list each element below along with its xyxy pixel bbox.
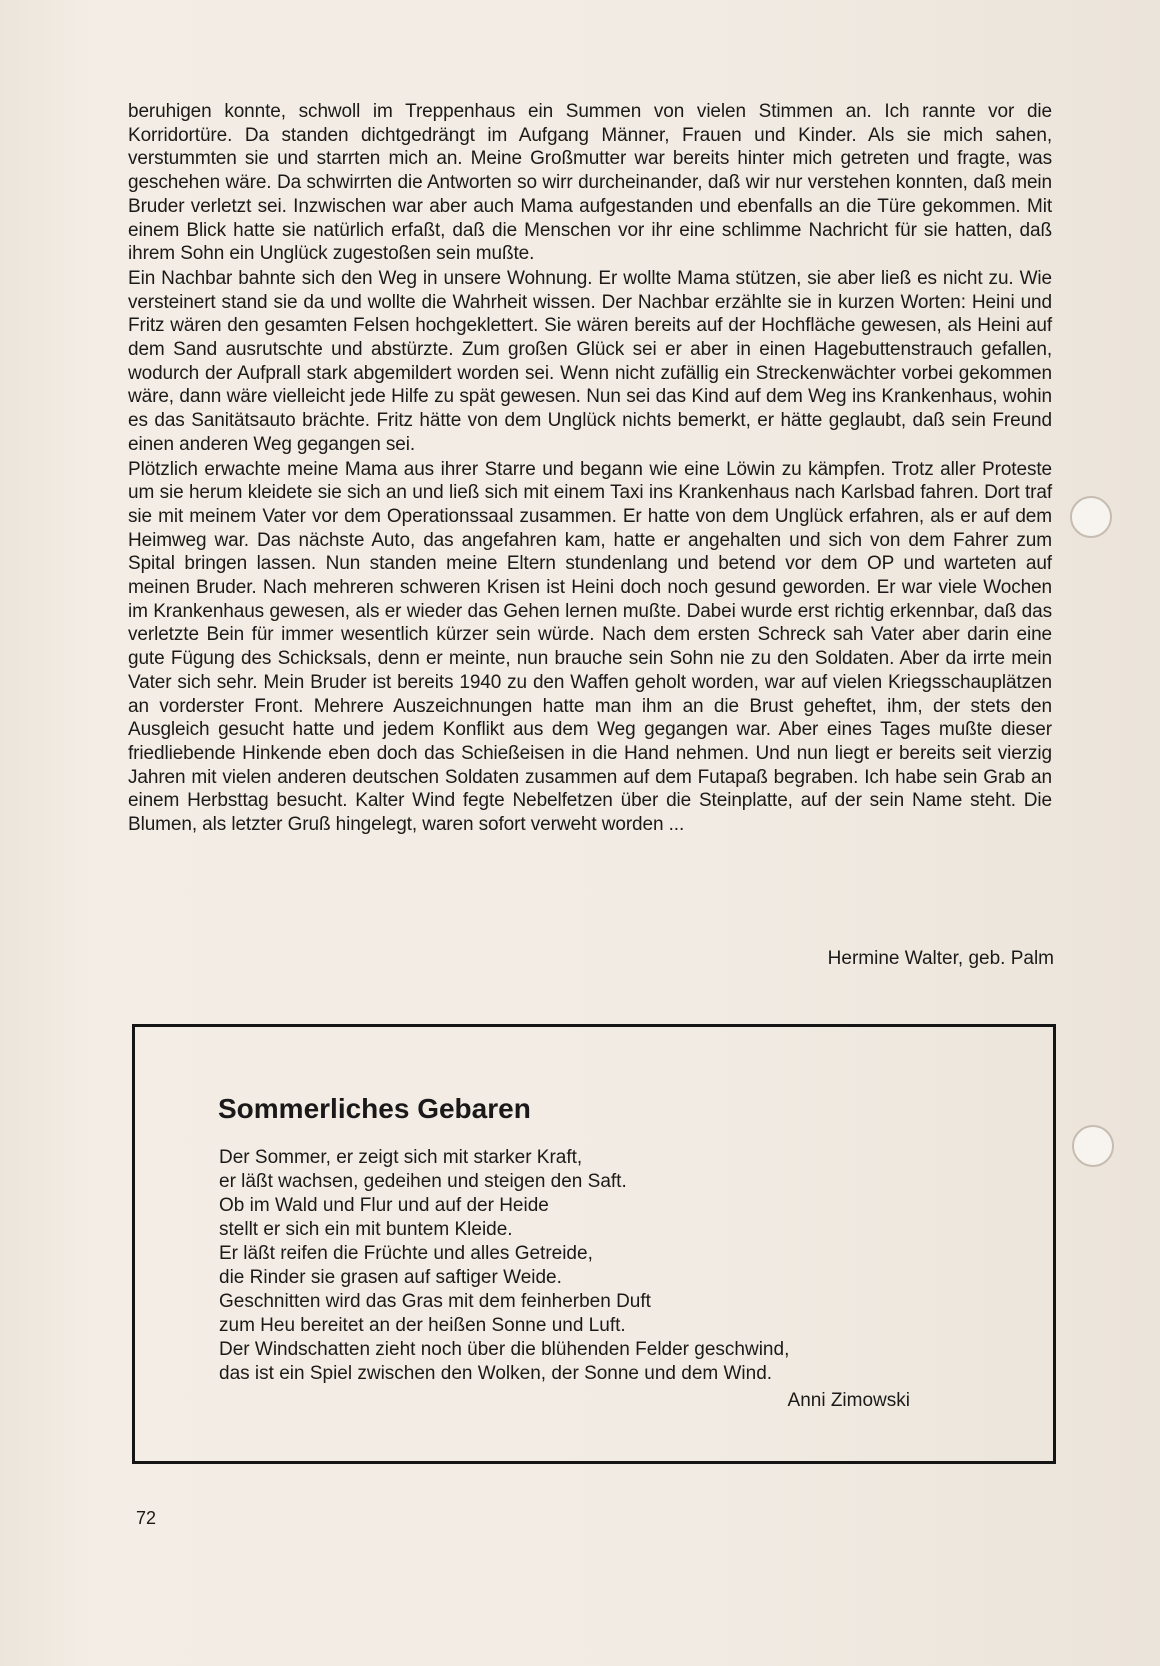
poem-text — [219, 1146, 1019, 1386]
story-author: Hermine Walter, geb. Palm — [827, 948, 1054, 969]
poem-line-4: stellt er sich ein mit buntem Kleide. — [219, 1219, 513, 1240]
poem-line-1: Der Sommer, er zeigt sich mit starker Kraft, — [219, 1147, 583, 1168]
poem-line-8: zum Heu bereitet an der heißen Sonne und Luft. — [219, 1315, 626, 1336]
page-number: 72 — [136, 1508, 157, 1528]
poem-author: Anni Zimowski — [787, 1390, 910, 1411]
poem-line-6: die Rinder sie grasen auf saftiger Weide. — [219, 1267, 562, 1288]
poem-line-3: Ob im Wald und Flur und auf der Heide — [219, 1195, 549, 1216]
punch-hole-top — [1070, 496, 1112, 538]
story-paragraph-3: Plötzlich erwachte meine Mama aus ihrer Starre und begann wie eine Löwin zu kämpfen. Trotz aller Proteste um sie herum kleidete sie sich an und ließ sich mit einem Taxi ins Krankenhaus nach Karlsbad fahren. Dort traf sie mit meinem Vater vor dem Operationssaal zusammen. Er hatte von dem Unglück erfahren, als er auf dem Heimweg war. Das nächste Auto, das angefahren kam, hatte er angehalten und sich von dem Fahrer zum Spital bringen lassen. Nun standen meine Eltern stundenlang und betend vor dem OP und warteten auf meinen Bruder. Nach mehreren schweren Krisen ist Heini doch noch gesund geworden. Er war viele Wochen im Krankenhaus gewesen, als er wieder das Gehen lernen mußte. Dabei wurde erst richtig erkennbar, daß das verletzte Bein für immer wesentlich kürzer sein würde. Nach dem ersten Schreck sah Vater aber darin eine gute Fügung des Schicksals, denn er meinte, nun brauche sein Sohn nie zu den Soldaten. Aber da irrte mein Vater sich sehr. Mein Bruder ist bereits 1940 zu den Waffen geholt worden, war auf vielen Kriegsschauplätzen an vorderster Front. Mehrere Auszeichnungen hatte man ihm an die Brust geheftet, ihm, der stets den Ausgleich gesucht hatte und jedem Konflikt aus dem Weg gegangen war. Aber eines Tages mußte dieser friedliebende Hinkende eben doch das Schießeisen in die Hand nehmen. Und nun liegt er bereits seit vierzig Jahren mit vielen anderen deutschen Soldaten zusammen auf dem Futapaß begraben. Ich habe sein Grab an einem Herbsttag besucht. Kalter Wind fegte Nebelfetzen über die Steinplatte, auf der sein Name steht. Die Blumen, als letzter Gruß hingelegt, waren sofort verweht worden ... — [128, 458, 1052, 836]
poem-title: Sommerliches Gebaren — [218, 1093, 531, 1124]
poem-line-7: Geschnitten wird das Gras mit dem feinherben Duft — [219, 1291, 651, 1312]
punch-hole-bottom — [1072, 1125, 1114, 1167]
story-body — [128, 100, 1052, 838]
story-paragraph-1: beruhigen konnte, schwoll im Treppenhaus ein Summen von vielen Stimmen an. Ich rannte vor die Korridortüre. Da standen dichtgedrängt im Aufgang Männer, Frauen und Kinder. Als sie mich sahen, verstummten sie und starrten mich an. Meine Großmutter war bereits hinter mich getreten und fragte, was geschehen wäre. Da schwirrten die Antworten so wirr durcheinander, daß wir nur verstehen konnten, daß mein Bruder verletzt sei. Inzwischen war aber auch Mama aufgestanden und ebenfalls an die Türe gekommen. Mit einem Blick hatte sie natürlich erfaßt, daß die Menschen vor ihr eine schlimme Nachricht für sie hatten, daß ihrem Sohn ein Unglück zugestoßen sein mußte. — [128, 101, 1052, 265]
story-paragraph-2: Ein Nachbar bahnte sich den Weg in unsere Wohnung. Er wollte Mama stützen, sie aber ließ es nicht zu. Wie versteinert stand sie da und wollte die Wahrheit wissen. Der Nachbar erzählte sie in kurzen Worten: Heini und Fritz wären den gesamten Felsen hochgeklettert. Sie wären bereits auf der Hochfläche gewesen, als Heini auf dem Sand ausrutschte und abstürzte. Zum großen Glück sei er aber in einen Hagebuttenstrauch gefallen, wodurch der Aufprall stark abgemildert worden sei. Wenn nicht zufällig ein Streckenwächter vorbei gekommen wäre, dann wäre vielleicht jede Hilfe zu spät gewesen. Nun sei das Kind auf dem Weg ins Krankenhaus, wohin es das Sanitätsauto brächte. Fritz hätte von dem Unglück nichts bemerkt, er hätte geglaubt, daß sein Freund einen anderen Weg gegangen sei. — [128, 267, 1052, 455]
poem-line-10: das ist ein Spiel zwischen den Wolken, der Sonne und dem Wind. — [219, 1363, 773, 1384]
poem-box — [132, 1024, 1056, 1464]
poem-line-5: Er läßt reifen die Früchte und alles Getreide, — [219, 1243, 593, 1264]
poem-line-9: Der Windschatten zieht noch über die blühenden Felder geschwind, — [219, 1339, 790, 1360]
poem-line-2: er läßt wachsen, gedeihen und steigen den Saft. — [219, 1171, 627, 1192]
